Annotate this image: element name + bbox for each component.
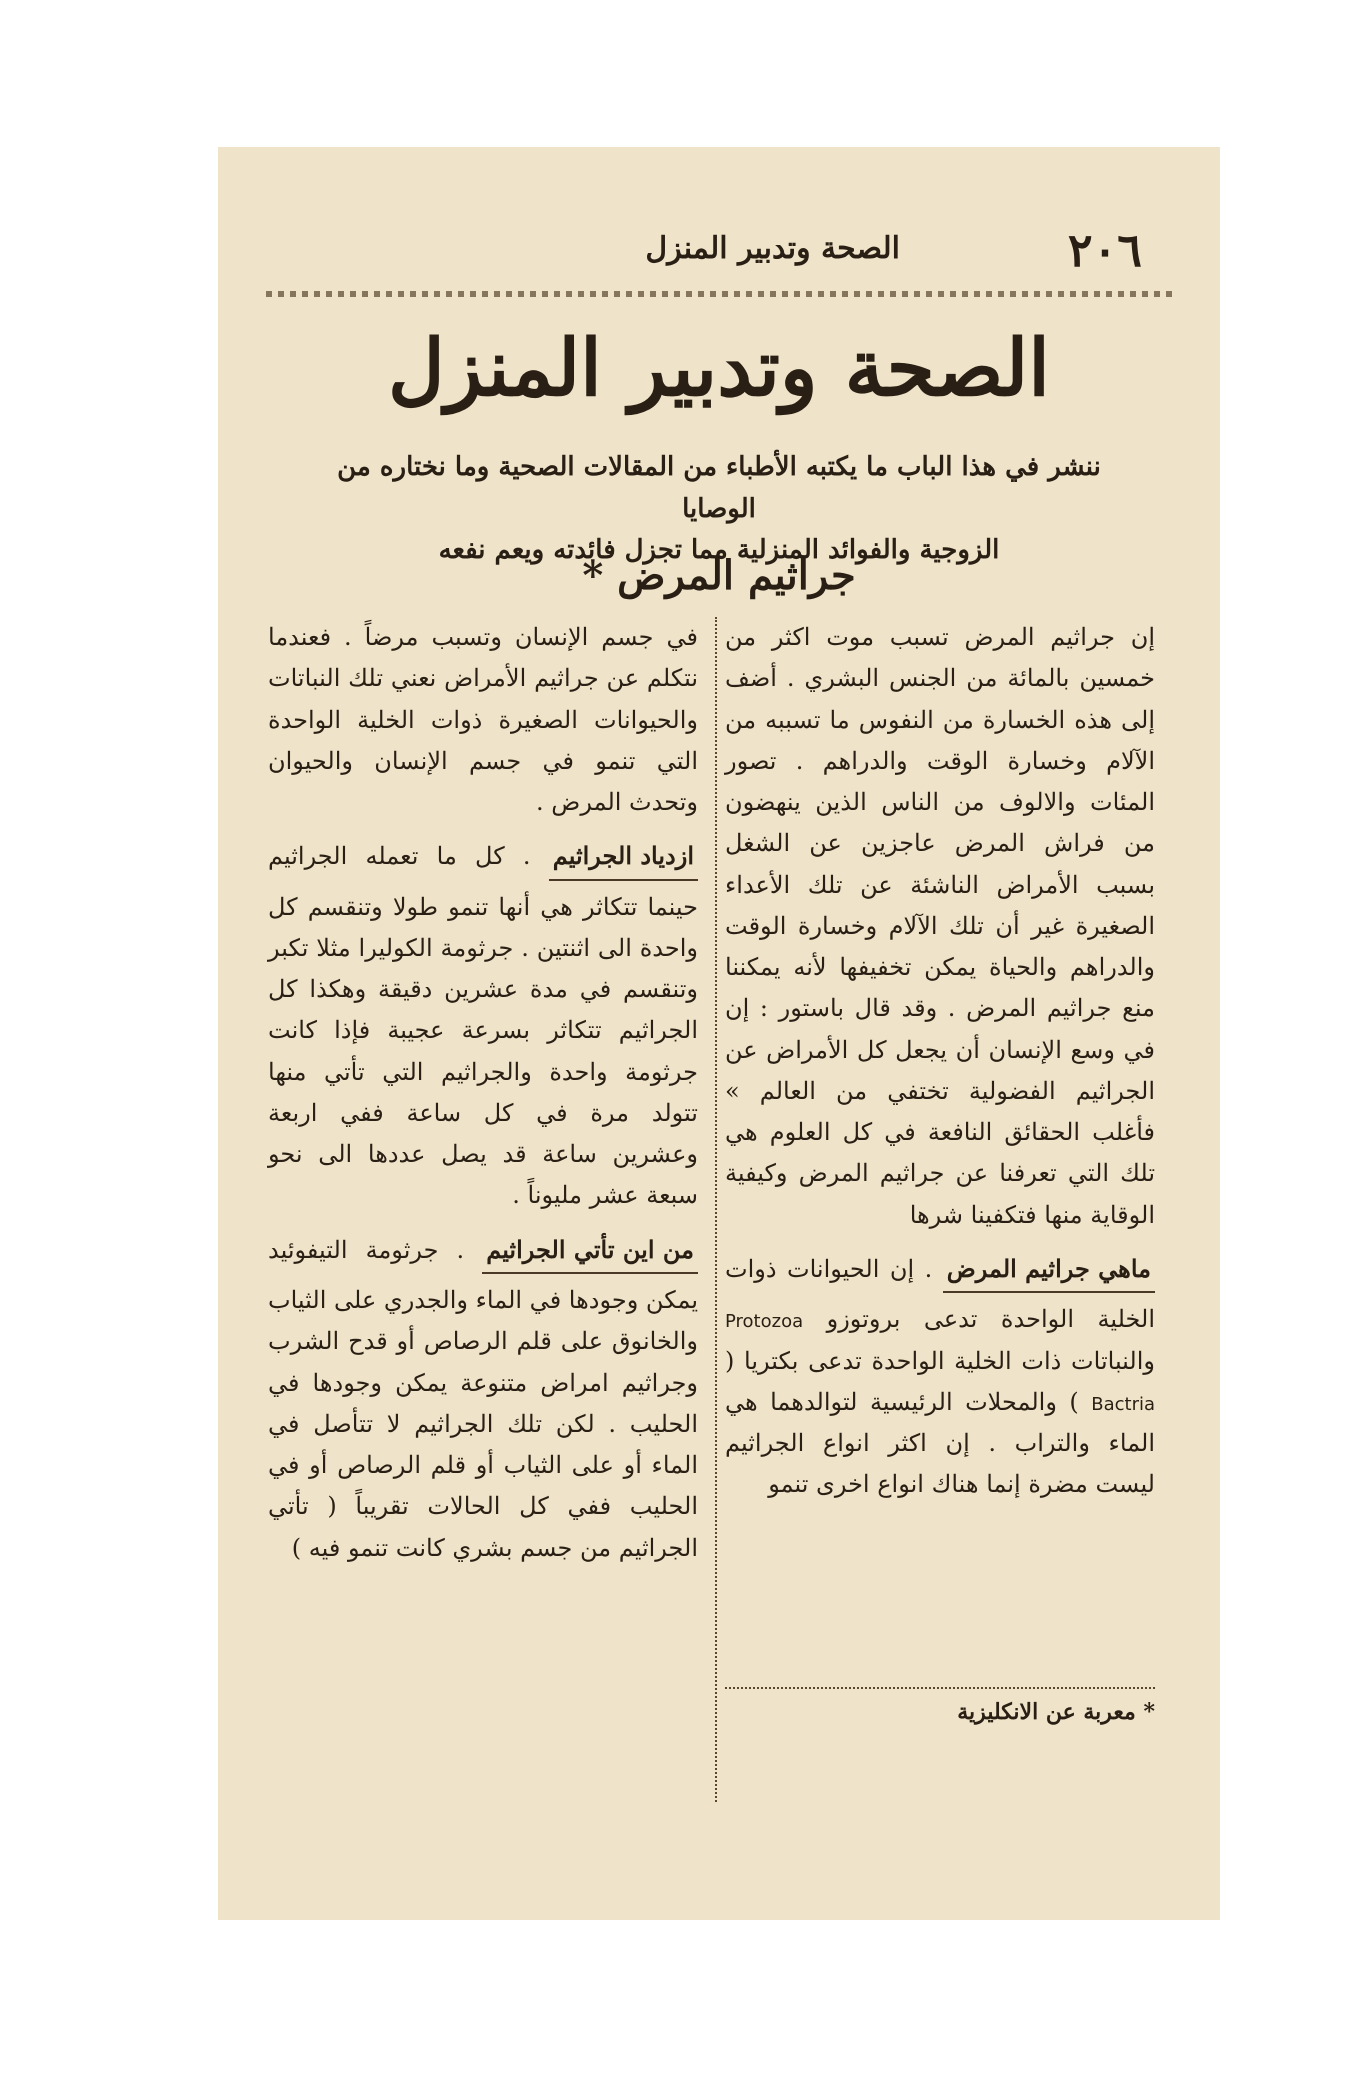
page-header	[218, 223, 1220, 283]
left-paragraph-2-text: . كل ما تعمله الجراثيم حينما تتكاثر هي أنها تنمو طولا وتنقسم كل واحدة الى اثنتين . جرثومة الكوليرا مثلا تكبر وتنقسم في مدة عشرين دقيقة وهكذا كل الجراثيم تتكاثر بسرعة عجيبة فإذا كانت جرثومة واحدة والجراثيم التي تأتي منها تتولد مرة في كل ساعة ففي اربعة وعشرين ساعة قد يصل عددها الى نحو سبعة عشر مليوناً .	[268, 842, 698, 1210]
subheading-what-are-germs: ماهي جراثيم المرض	[943, 1248, 1155, 1293]
page-number: ٢٠٦	[1067, 223, 1142, 277]
subheading-where-germs-come-from: من اين تأتي الجراثيم	[482, 1229, 698, 1274]
left-paragraph-3-text: . جرثومة التيفوئيد يمكن وجودها في الماء والجدري على الثياب والخانوق على قلم الرصاص أو قدح الشرب وجراثيم امراض متنوعة يمكن وجودها في الحليب . لكن تلك الجراثيم لا تتأصل في الماء أو على الثياب أو قلم الرصاص أو في الحليب ففي كل الحالات تقريباً ( تأتي الجراثيم من جسم بشري كانت تنمو فيه )	[268, 1235, 698, 1562]
right-paragraph-2-end: ) والمحلات الرئيسية لتوالدهما هي الماء والتراب . إن اكثر انواع الجراثيم ليست مضرة إنما هناك انواع اخرى تنمو	[725, 1387, 1155, 1499]
left-column	[268, 617, 698, 1575]
right-paragraph-1: إن جراثيم المرض تسبب موت اكثر من خمسين بالمائة من الجنس البشري . أضف إلى هذه الخسارة من النفوس ما تسببه من الآلام وخسارة الوقت والدراهم . تصور المئات والالوف من الناس الذين ينهضون من فراش المرض عاجزين عن الشغل بسبب الأمراض الناشئة عن تلك الأعداء الصغيرة غير أن تلك الآلام وخسارة الوقت والدراهم والحياة يمكن تخفيفها لأنه يمكننا منع جراثيم المرض . وقد قال باستور : إن في وسع الإنسان أن يجعل كل الأمراض عن الجراثيم الفضولية تختفي من العالم » فأغلب الحقائق النافعة في كل العلوم هي تلك التي تعرفنا عن جراثيم المرض وكيفية الوقاية منها فتكفينا شرها	[725, 623, 1155, 1229]
document-page	[218, 147, 1220, 1920]
right-paragraph-2-mid: والنباتات ذات الخلية الواحدة تدعى بكتريا (	[725, 1346, 1155, 1375]
intro-line-2: الزوجية والفوائد المنزلية مما تجزل فائدته ويعم نفعه	[438, 535, 1000, 566]
left-paragraph-3	[268, 1223, 698, 1569]
footnote: * معربة عن الانكليزية	[957, 1699, 1155, 1725]
header-divider	[266, 291, 1172, 297]
left-paragraph-2	[268, 829, 698, 1216]
column-divider	[715, 617, 717, 1802]
right-column	[725, 617, 1155, 1512]
latin-term-bactria: Bactria	[1091, 1393, 1155, 1415]
section-title: الصحة وتدبير المنزل	[388, 323, 1050, 414]
left-paragraph-1: في جسم الإنسان وتسبب مرضاً . فعندما نتكلم عن جراثيم الأمراض نعني تلك النباتات والحيوانات الصغيرة ذوات الخلية الواحدة التي تنمو في جسم الإنسان والحيوان وتحدث المرض .	[268, 623, 698, 817]
footnote-divider	[725, 1687, 1155, 1689]
right-paragraph-2-start: . إن الحيوانات ذوات الخلية الواحدة تدعى بروتوزو	[725, 1254, 1155, 1334]
article-title: جراثيم المرض *	[582, 552, 856, 599]
intro-line-1: ننشر في هذا الباب ما يكتبه الأطباء من المقالات الصحية وما نختاره من الوصايا	[337, 452, 1101, 524]
latin-term-protozoa: Protozoa	[725, 1311, 804, 1333]
subheading-germ-increase: ازدياد الجراثيم	[549, 835, 698, 880]
running-title: الصحة وتدبير المنزل	[645, 231, 900, 266]
right-paragraph-2	[725, 1242, 1155, 1506]
